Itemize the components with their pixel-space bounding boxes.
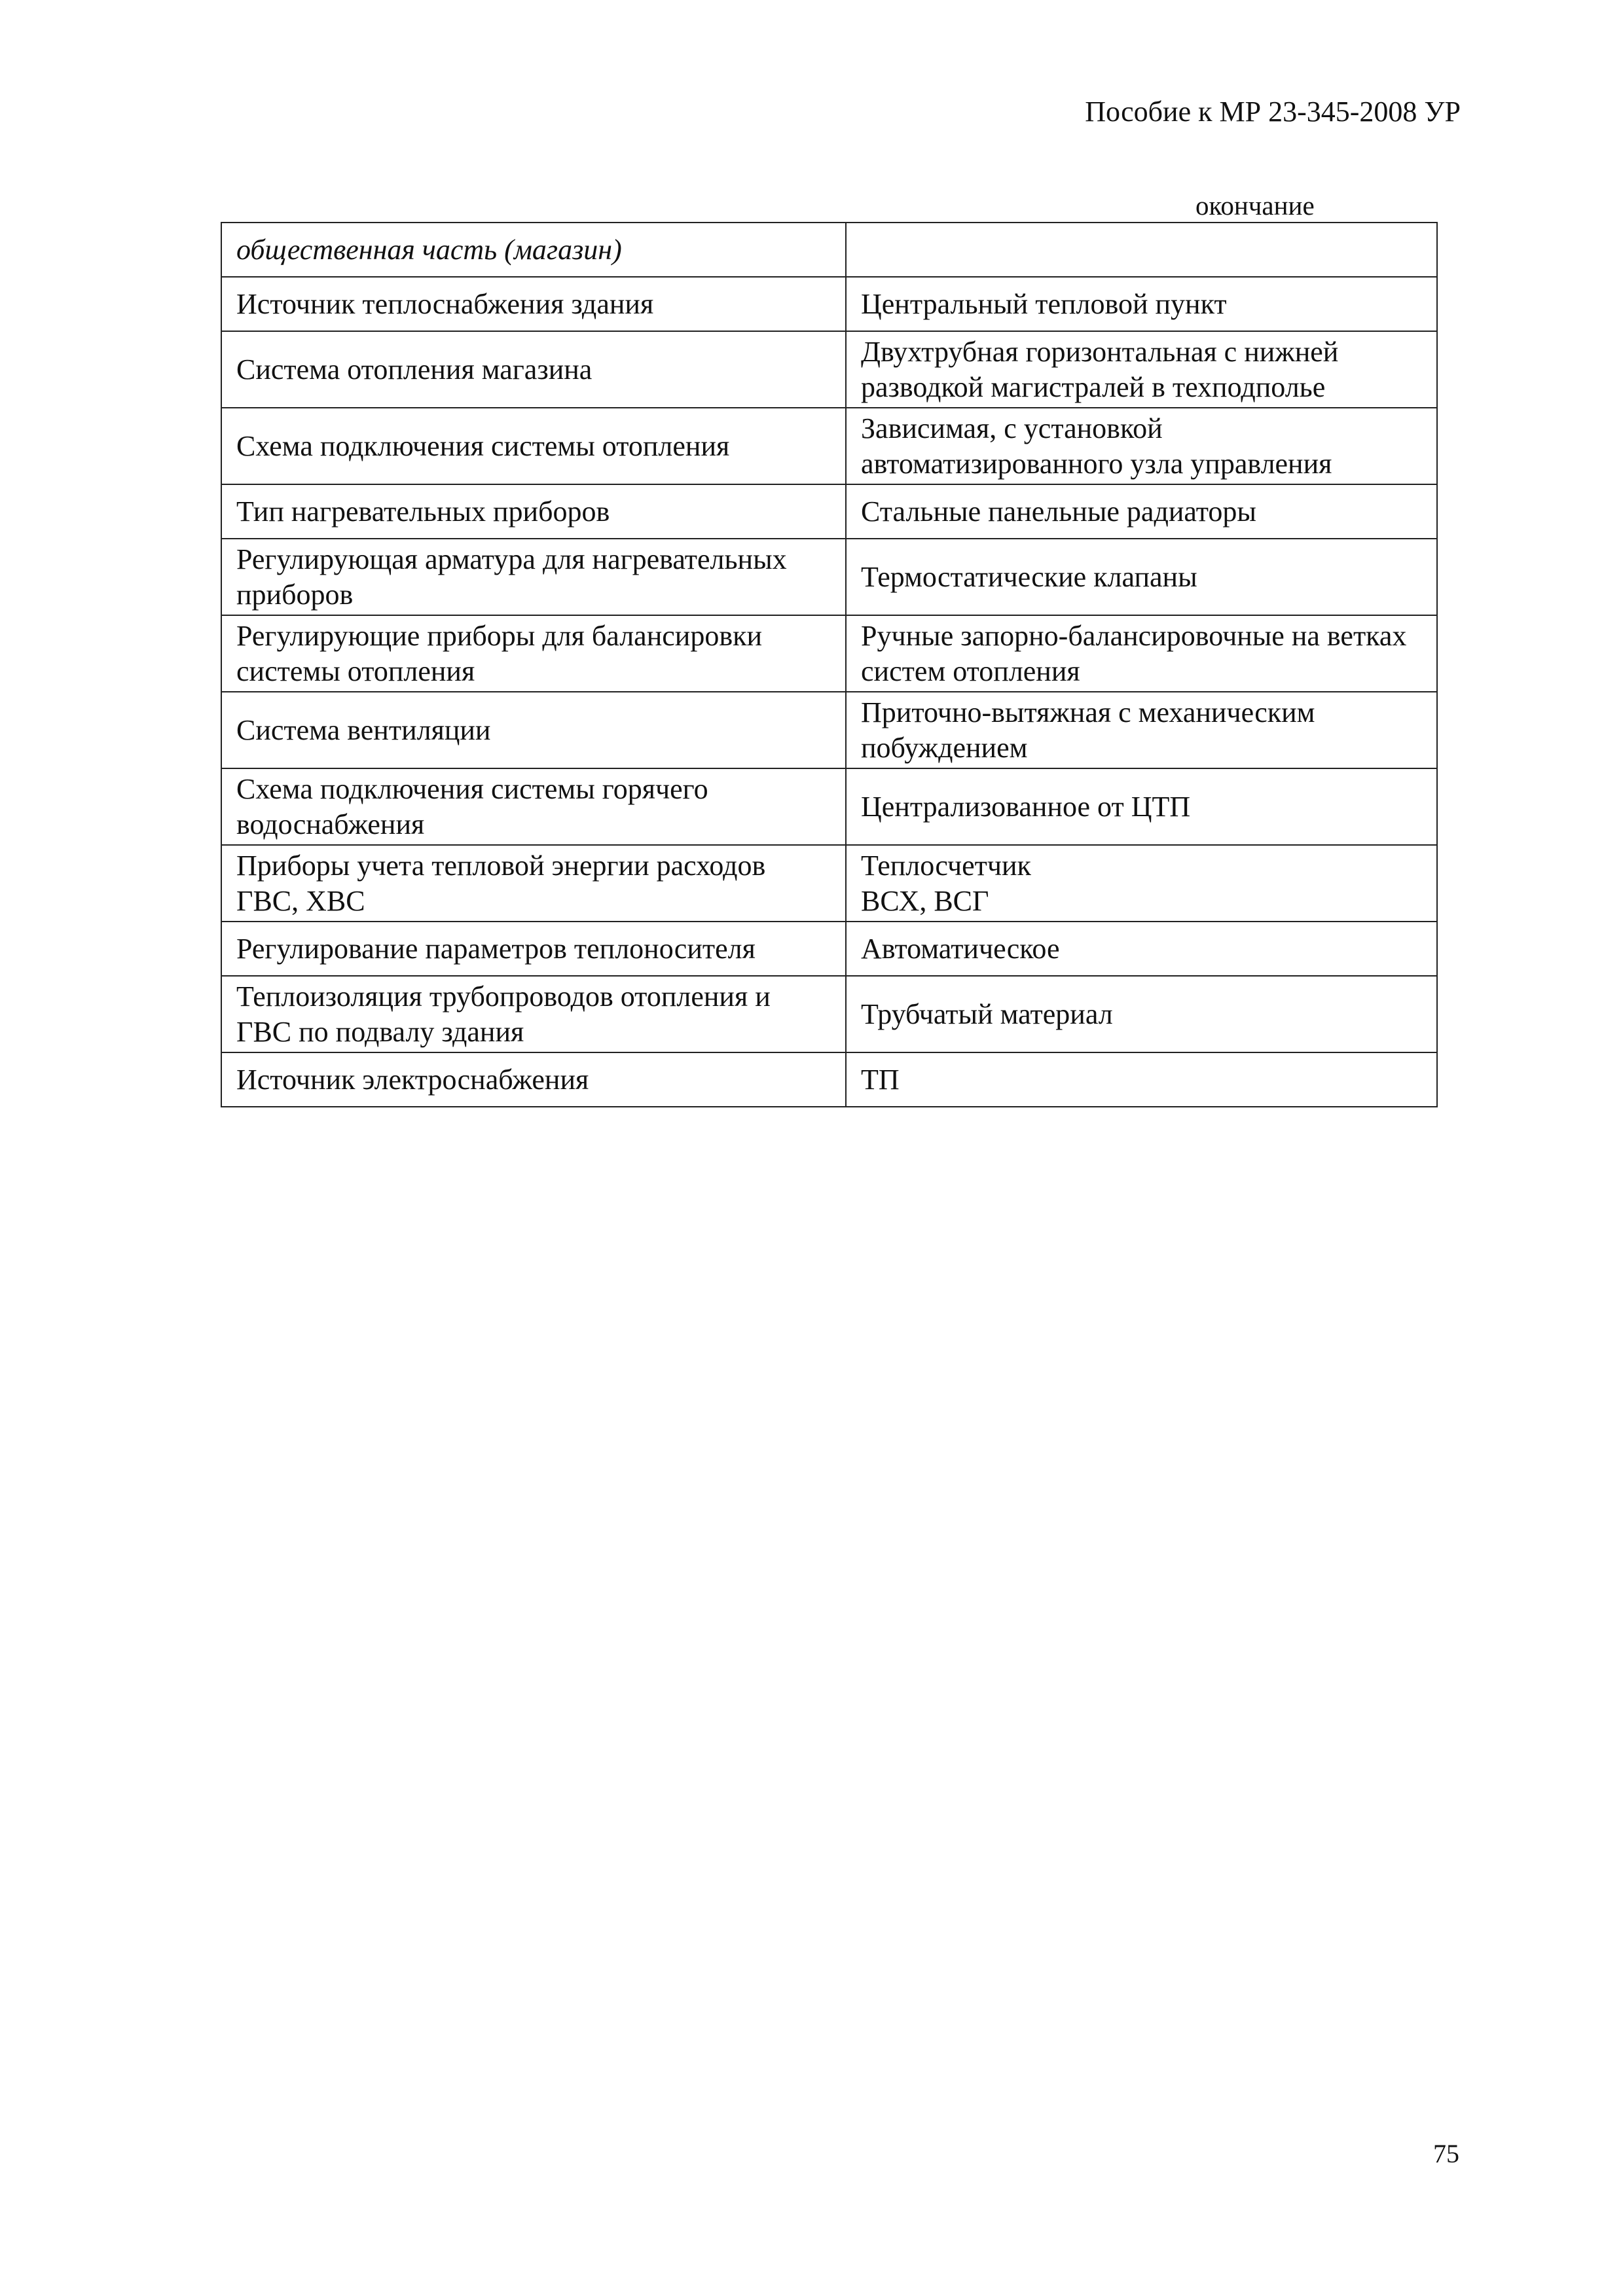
value-cell: Центральный тепловой пункт bbox=[846, 277, 1437, 331]
parameter-cell: Схема подключения системы отопления bbox=[221, 408, 846, 484]
parameter-cell: Система вентиляции bbox=[221, 692, 846, 768]
value-cell: Централизованное от ЦТП bbox=[846, 768, 1437, 845]
table-row bbox=[221, 331, 1437, 408]
table-row bbox=[221, 976, 1437, 1052]
table-row bbox=[221, 408, 1437, 484]
table-row bbox=[221, 692, 1437, 768]
parameter-cell: Регулирующая арматура для нагревательных приборов bbox=[221, 539, 846, 615]
value-cell: Термостатические клапаны bbox=[846, 539, 1437, 615]
parameter-cell: Источник электроснабжения bbox=[221, 1052, 846, 1107]
parameter-cell: Теплоизоляция трубопроводов отопления и ГВС по подвалу здания bbox=[221, 976, 846, 1052]
value-cell: Автоматическое bbox=[846, 922, 1437, 976]
value-cell: Двухтрубная горизонтальная с нижней разводкой магистралей в техподполье bbox=[846, 331, 1437, 408]
table-row bbox=[221, 277, 1437, 331]
table-row bbox=[221, 615, 1437, 692]
table-row bbox=[221, 768, 1437, 845]
parameter-cell: Регулирование параметров теплоносителя bbox=[221, 922, 846, 976]
value-cell: Трубчатый материал bbox=[846, 976, 1437, 1052]
table-row bbox=[221, 539, 1437, 615]
parameter-cell: Тип нагревательных приборов bbox=[221, 484, 846, 539]
parameter-cell: Приборы учета тепловой энергии расходов ГВС, ХВС bbox=[221, 845, 846, 922]
parameter-cell: Схема подключения системы горячего водоснабжения bbox=[221, 768, 846, 845]
table-row bbox=[221, 922, 1437, 976]
table-row bbox=[221, 484, 1437, 539]
value-cell: ТП bbox=[846, 1052, 1437, 1107]
table-continuation-label: окончание bbox=[1195, 190, 1315, 221]
parameter-cell: Система отопления магазина bbox=[221, 331, 846, 408]
value-cell: Теплосчетчик ВСХ, ВСГ bbox=[846, 845, 1437, 922]
table-row bbox=[221, 845, 1437, 922]
value-cell: Приточно-вытяжная с механическим побуждением bbox=[846, 692, 1437, 768]
table-section-row bbox=[221, 223, 1437, 277]
table-row bbox=[221, 1052, 1437, 1107]
page-number: 75 bbox=[1433, 2139, 1459, 2168]
specification-table bbox=[221, 222, 1438, 1107]
section-title-cell: общественная часть (магазин) bbox=[221, 223, 846, 277]
parameter-cell: Регулирующие приборы для балансировки системы отопления bbox=[221, 615, 846, 692]
empty-value-cell bbox=[846, 223, 1437, 277]
parameter-cell: Источник теплоснабжения здания bbox=[221, 277, 846, 331]
document-reference-header: Пособие к МР 23-345-2008 УР bbox=[1085, 96, 1461, 128]
value-cell: Ручные запорно-балансировочные на ветках систем отопления bbox=[846, 615, 1437, 692]
value-cell: Стальные панельные радиаторы bbox=[846, 484, 1437, 539]
value-cell: Зависимая, с установкой автоматизированного узла управления bbox=[846, 408, 1437, 484]
